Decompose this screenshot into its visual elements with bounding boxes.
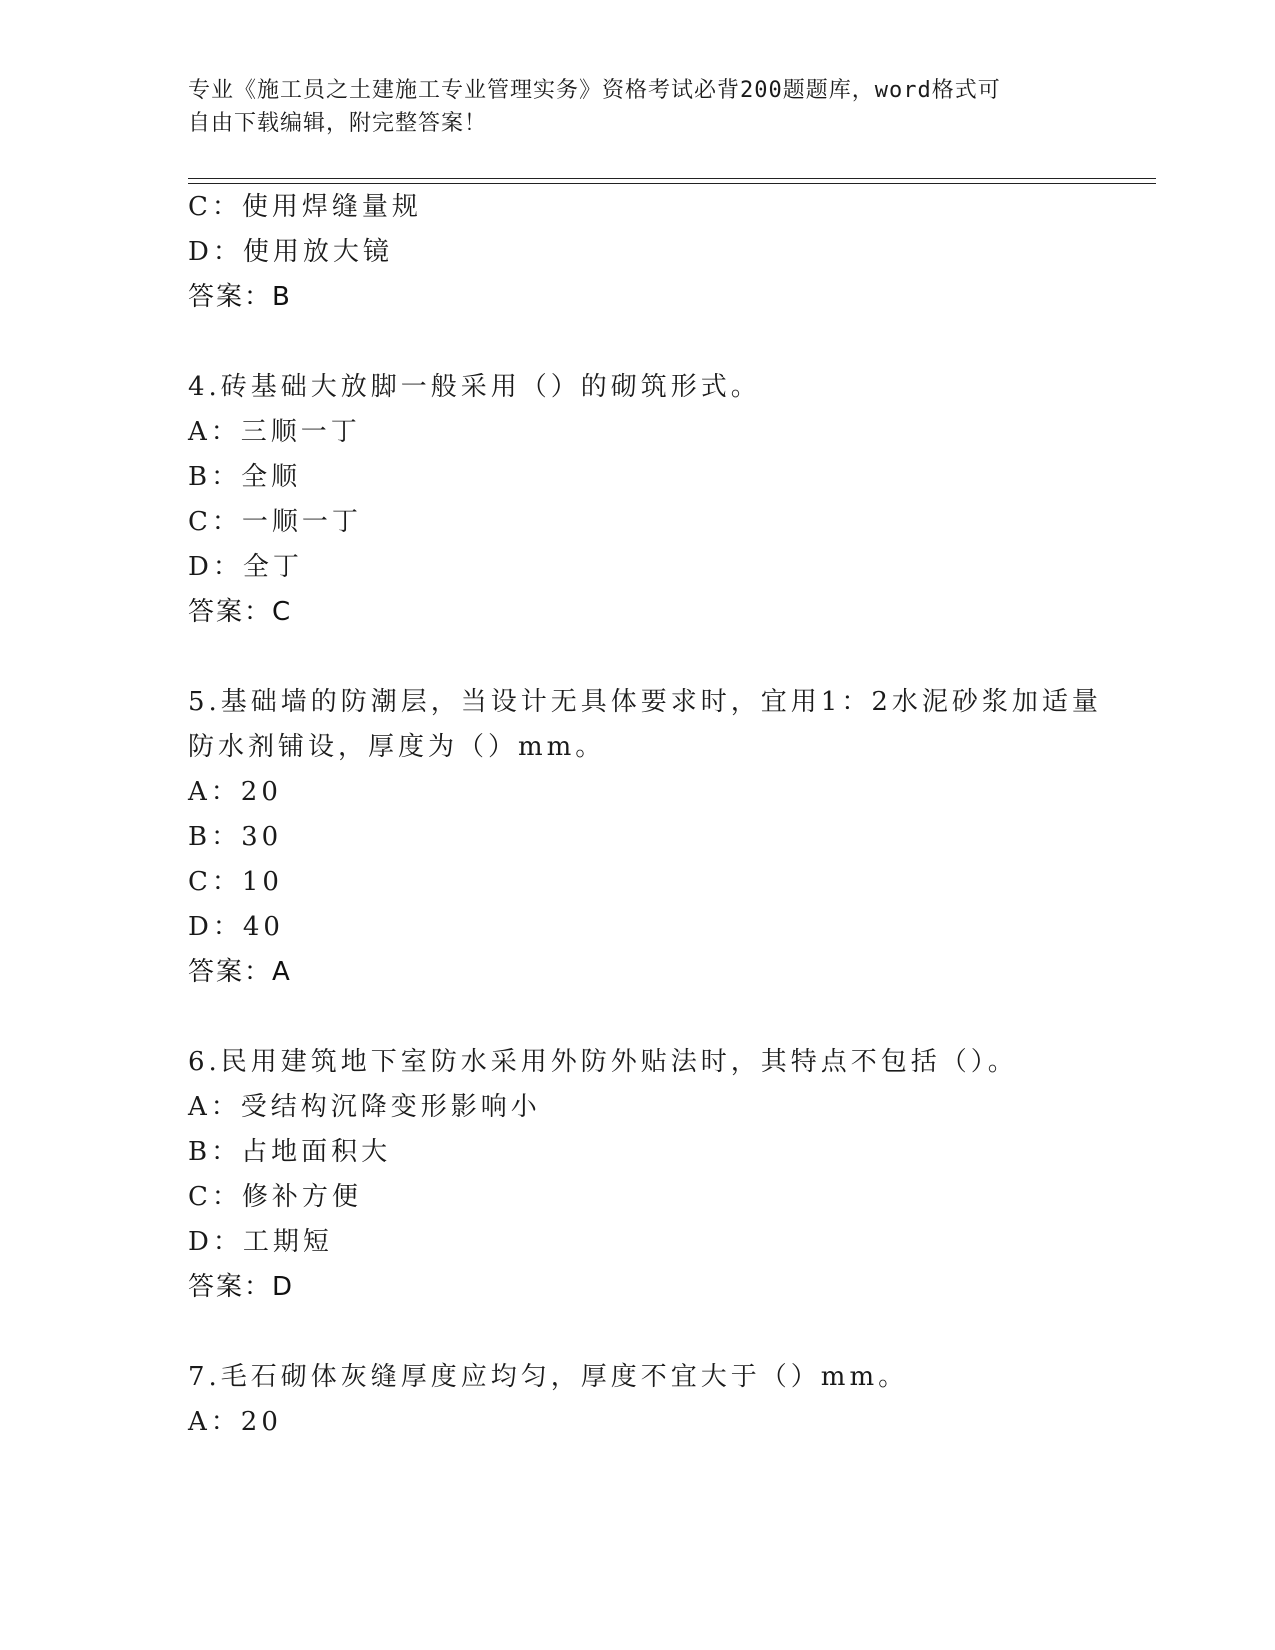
option-line: A：20 xyxy=(188,777,282,807)
answer-line: 答案：B xyxy=(188,282,292,312)
option-line: B：全顺 xyxy=(188,462,302,492)
option-line: D：40 xyxy=(188,912,284,942)
answer-line: 答案：A xyxy=(188,957,292,987)
header-line-1: 专业《施工员之土建施工专业管理实务》资格考试必背200题题库，word格式可 xyxy=(188,78,1001,103)
option-line: C：修补方便 xyxy=(188,1182,362,1212)
question-line: 7.毛石砌体灰缝厚度应均匀，厚度不宜大于（）mm。 xyxy=(188,1362,909,1392)
question-line: 防水剂铺设，厚度为（）mm。 xyxy=(188,732,606,762)
answer-line: 答案：C xyxy=(188,597,293,627)
header-line-2: 自由下载编辑，附完整答案！ xyxy=(188,111,488,136)
option-line: A：三顺一丁 xyxy=(188,417,361,447)
option-line: B：30 xyxy=(188,822,283,852)
question-line: 4.砖基础大放脚一般采用（）的砌筑形式。 xyxy=(188,372,761,402)
answer-line: 答案：D xyxy=(188,1272,295,1302)
option-line: D：全丁 xyxy=(188,552,303,582)
option-line: D：使用放大镜 xyxy=(188,237,393,267)
header-divider-bottom xyxy=(188,183,1156,184)
option-line: D：工期短 xyxy=(188,1227,333,1257)
question-line: 6.民用建筑地下室防水采用外防外贴法时，其特点不包括（）。 xyxy=(188,1047,1018,1077)
header-divider-top xyxy=(188,178,1156,179)
option-line: C：使用焊缝量规 xyxy=(188,192,422,222)
document-header xyxy=(188,74,1088,140)
option-line: C：10 xyxy=(188,867,283,897)
question-line: 5.基础墙的防潮层，当设计无具体要求时，宜用1：2水泥砂浆加适量 xyxy=(188,687,1102,717)
option-line: C：一顺一丁 xyxy=(188,507,362,537)
option-line: B：占地面积大 xyxy=(188,1137,392,1167)
option-line: A：受结构沉降变形影响小 xyxy=(188,1092,541,1122)
option-line: A：20 xyxy=(188,1407,282,1437)
